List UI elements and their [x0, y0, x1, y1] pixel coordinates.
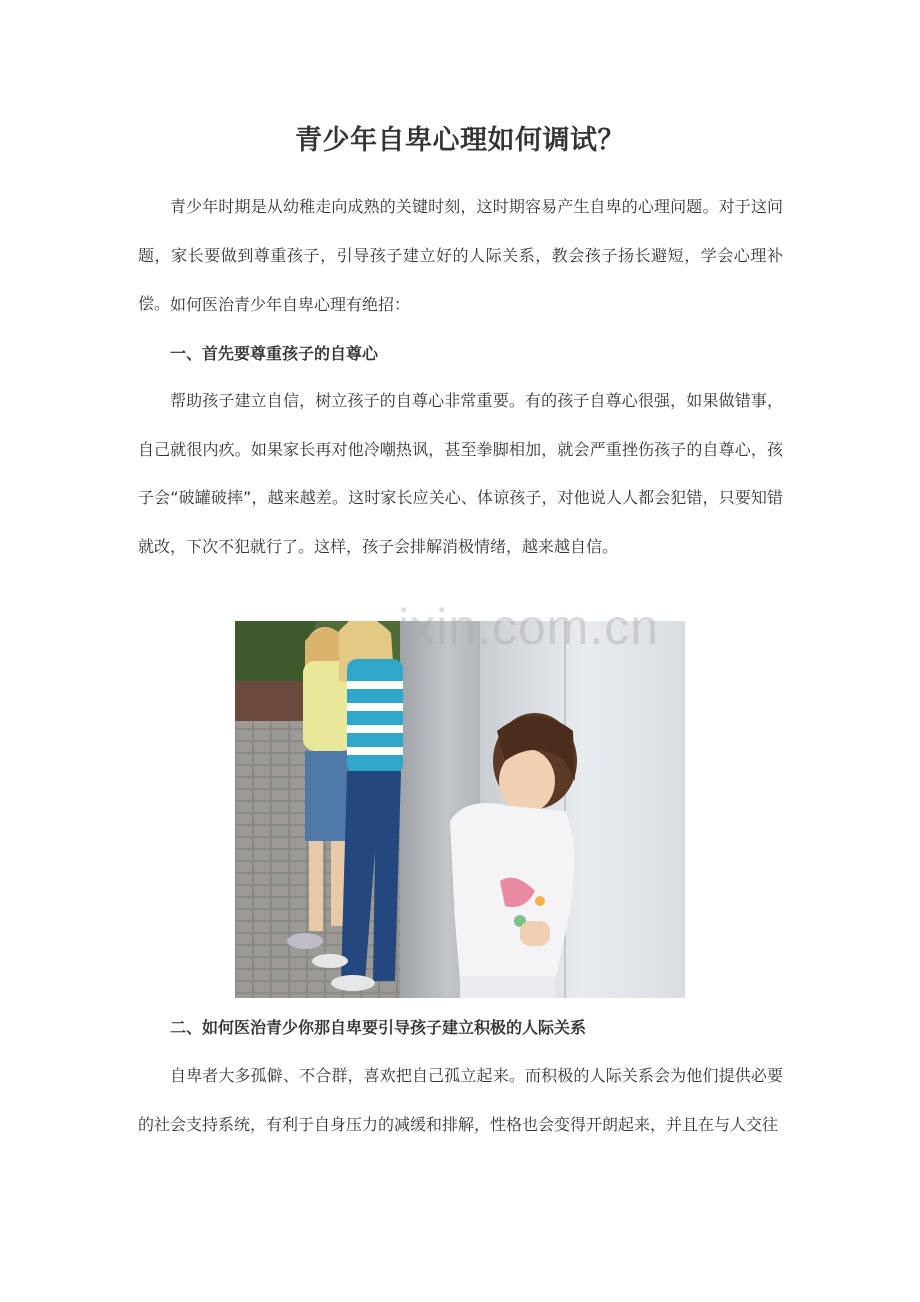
section2-heading: 二、如何医治青少你那自卑要引导孩子建立积极的人际关系: [170, 1018, 587, 1037]
section1-paragraph: 帮助孩子建立自信，树立孩子的自尊心非常重要。有的孩子自尊心很强，如果做错事，自己就很内疚。如果家长再对他冷嘲热讽，甚至拳脚相加，就会严重挫伤孩子的自尊心，孩子会“破罐破摔”，越来越差。这时家长应关心、体谅孩子，对他说人人都会犯错，只要知错就改，下次不犯就行了。这样，孩子会排解消极情绪，越来越自信。: [138, 391, 783, 556]
section2-paragraph: 自卑者大多孤僻、不合群，喜欢把自己孤立起来。而积极的人际关系会为他们提供必要的社会支持系统，有利于自身压力的减缓和排解，性格也会变得开朗起来，并且在与人交往: [138, 1066, 783, 1134]
section1-heading: 一、首先要尊重孩子的自尊心: [170, 344, 379, 363]
intro-paragraph: 青少年时期是从幼稚走向成熟的关键时刻，这时期容易产生自卑的心理问题。对于这问题，家长要做到尊重孩子，引导孩子建立好的人际关系，教会孩子扬长避短，学会心理补偿。: [138, 197, 783, 313]
article-photo: [235, 621, 685, 998]
lead-line: 如何医治青少年自卑心理有绝招：: [170, 295, 411, 314]
article-title: 青少年自卑心理如何调试？: [295, 125, 625, 156]
photo-watermark: ixin.com.cn: [398, 599, 660, 655]
